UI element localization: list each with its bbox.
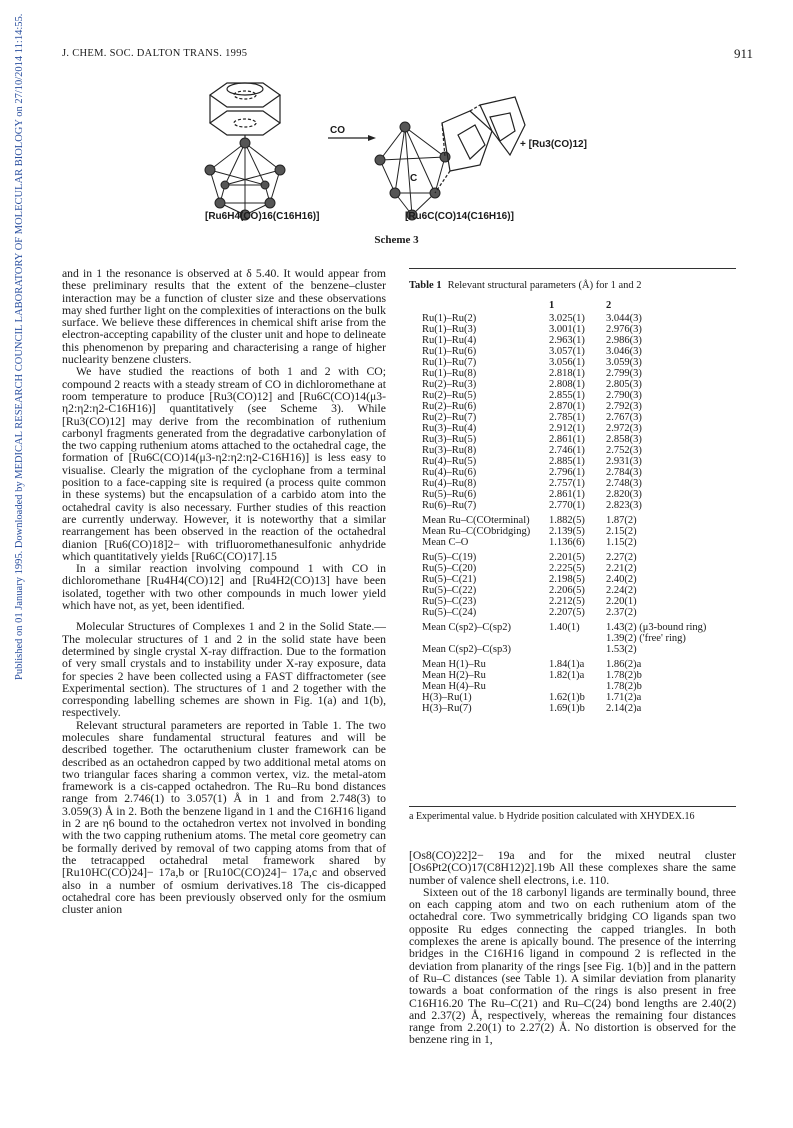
table-cell: 2.912(1) — [549, 423, 585, 434]
table-row — [422, 511, 726, 526]
table-cell: 3.059(3) — [606, 357, 642, 368]
table-cell: 1.62(1)b — [549, 692, 585, 703]
paragraph: We have studied the reactions of both 1 and 2 with CO; compound 2 reacts with a steady stream of CO in dichloromethane at room temperature to produce [Ru3(CO)12] and [Ru6C(CO)14(μ3-η2:η2:η2-C16H16)] quantitatively (see Scheme 3). While [Ru3(CO)12] may derive from the recombination of ruthenium carbonyl fragments generated from the degradative carbonylation of the two capping ruthenium atoms attached to the octahedral cage, the formation of [Ru6C(CO)14(μ3-η2:η2:η2-C16H16)] is less easy to visualise. Clearly the migration of the cyclophane from a terminal position to a face-capping site is required (a process quite common in these systems) but the encapsulation of a carbido atom into the octahedral cavity is also necessary. Further studies of this reaction are currently underway. However, it is noteworthy that a similar rearrangement has been observed in the reaction of the octahedral dianion [Ru6(CO)18]2− with trifluoromethanesulfonic anhydride which quantitatively yields [Ru6C(CO)17].15 — [62, 365, 386, 563]
table-cell: 3.044(3) — [606, 313, 642, 324]
arrow-head — [368, 135, 376, 141]
table-row — [422, 478, 726, 489]
carbide-c-label: C — [410, 173, 418, 184]
right-compound-label: [Ru6C(CO)14(C16H16)] — [405, 211, 514, 222]
table-cell: 2.792(3) — [606, 401, 642, 412]
table-cell: 2.40(2) — [606, 574, 637, 585]
table-cell: 2.20(1) — [606, 596, 637, 607]
table-cell: 2.820(3) — [606, 489, 642, 500]
table-cell — [549, 633, 606, 644]
table-cell: 2.818(1) — [549, 368, 585, 379]
table-cell: 2.799(3) — [606, 368, 642, 379]
table-cell: Mean H(2)–Ru — [422, 670, 486, 681]
table-cell: Ru(3)–Ru(4) — [422, 423, 477, 434]
table-cell: Ru(4)–Ru(6) — [422, 467, 477, 478]
table-cell: 1.69(1)b — [549, 703, 585, 714]
table-cell: Ru(2)–Ru(3) — [422, 379, 477, 390]
table-cell: 1.136(6) — [549, 537, 585, 548]
paragraph: In a similar reaction involving compound 1 with CO in dichloromethane [Ru4H4(CO)12] and [Ru4H2(CO)13] have been isolated, together with two other compounds in much lower yield which have not, as yet, been identified. — [62, 562, 386, 613]
table-row — [422, 324, 726, 335]
table-cell: 2.212(5) — [549, 596, 585, 607]
table-cell: 2.37(2) — [606, 607, 637, 618]
table-cell: 2.885(1) — [549, 456, 585, 467]
table-row — [422, 357, 726, 368]
table-cell: 2.784(3) — [606, 467, 642, 478]
table-cell: 2.855(1) — [549, 390, 585, 401]
table-cell: Ru(5)–Ru(6) — [422, 489, 477, 500]
table-cell: 2.767(3) — [606, 412, 642, 423]
table-row — [422, 401, 726, 412]
table-cell: 2.823(3) — [606, 500, 642, 511]
download-watermark — [2, 13, 25, 680]
table-caption — [409, 280, 736, 291]
arrow-label: CO — [330, 125, 345, 136]
table-cell: 1.40(1) — [549, 622, 580, 633]
table-cell: 2.746(1) — [549, 445, 585, 456]
table-row — [422, 574, 726, 585]
table-header-cell — [422, 300, 549, 313]
table-cell: 1.78(2)b — [606, 681, 642, 692]
table-cell: Ru(2)–Ru(7) — [422, 412, 477, 423]
table-cell: 2.225(5) — [549, 563, 585, 574]
table-cell — [422, 633, 549, 644]
cyclophane-left — [210, 83, 280, 141]
table-cell: Mean C–O — [422, 537, 469, 548]
table-cell: Ru(1)–Ru(4) — [422, 335, 477, 346]
table-cell: Ru(5)–C(20) — [422, 563, 477, 574]
table-row — [422, 346, 726, 357]
table-cell: 2.870(1) — [549, 401, 585, 412]
table-cell: 2.21(2) — [606, 563, 637, 574]
table-footnote: a Experimental value. b Hydride position calculated with XHYDEX.16 — [409, 811, 695, 822]
scheme-caption: Scheme 3 — [374, 234, 419, 246]
table-cell: 2.24(2) — [606, 585, 637, 596]
table-row — [422, 655, 726, 670]
table-cell: 2.963(1) — [549, 335, 585, 346]
table-cell: 1.86(2)a — [606, 659, 642, 670]
table-cell: H(3)–Ru(7) — [422, 703, 472, 714]
table-cell: H(3)–Ru(1) — [422, 692, 472, 703]
structural-parameters-table — [422, 300, 726, 714]
table-cell: Ru(5)–C(22) — [422, 585, 477, 596]
table-row — [422, 335, 726, 346]
table-row — [422, 596, 726, 607]
table-cell: 1.82(1)a — [549, 670, 585, 681]
download-watermark-text: Published on 01 January 1995. Downloaded by MEDICAL RESEARCH COUNCIL LABORATORY OF MOLECULAR BIOLOGY on 27/10/2014 11:14:55. — [14, 13, 25, 680]
table-cell: Mean H(1)–Ru — [422, 659, 486, 670]
table-cell: 2.861(1) — [549, 489, 585, 500]
table-cell: 2.14(2)a — [606, 703, 642, 714]
table-cell: Ru(4)–Ru(8) — [422, 478, 477, 489]
table-cell: 2.861(1) — [549, 434, 585, 445]
table-cell: Ru(1)–Ru(2) — [422, 313, 477, 324]
table-cell: Ru(5)–C(19) — [422, 552, 477, 563]
table-row — [422, 537, 726, 548]
table-header-cell: 2 — [606, 300, 612, 311]
scheme-3-drawing — [180, 75, 610, 250]
table-cell: Ru(5)–C(21) — [422, 574, 477, 585]
right-column — [409, 850, 736, 1047]
table-cell: 3.046(3) — [606, 346, 642, 357]
table-cell: 1.39(2) ('free' ring) — [606, 633, 686, 644]
table-row — [422, 644, 726, 655]
table-cell: Ru(2)–Ru(6) — [422, 401, 477, 412]
table-row — [422, 500, 726, 511]
running-header — [62, 46, 753, 62]
table-row — [422, 489, 726, 500]
table-row — [422, 456, 726, 467]
table-number: Table 1 — [409, 280, 442, 291]
page-number: 911 — [733, 46, 753, 61]
table-cell: 1.84(1)a — [549, 659, 585, 670]
table-cell: 2.752(3) — [606, 445, 642, 456]
table-row — [422, 390, 726, 401]
paragraph: Relevant structural parameters are reported in Table 1. The two molecules share fundamental structural features and will be described together. The octaruthenium cluster framework can be described as an octahedron capped by two additional metal atoms on two triangular faces sharing a common vertex, viz. the metal-atom framework is a cis-capped octahedron. The Ru–Ru bond distances range from 2.746(1) to 3.057(1) Å in 1 and from 2.748(3) to 3.059(3) Å in 2. Both the benzene ligand in 1 and the C16H16 ligand in 2 are η6 bound to the octahedron vertex not involved in bonding with the two capping ruthenium atoms. The metal core geometry can be formally derived by removal of two capping atoms from that of the tetracapped octahedral metal framework shared by [Ru10HC(CO)24]− 17a,b or [Ru10C(CO)24]− 17a,c and observed also in a number of osmium derivatives.18 The cis-dicapped octahedral core has been previously observed only for the osmium cluster anion — [62, 718, 386, 917]
table-cell: 1.78(2)b — [606, 670, 642, 681]
table-cell: 2.206(5) — [549, 585, 585, 596]
table-cell: 3.001(1) — [549, 324, 585, 335]
table-cell: 2.748(3) — [606, 478, 642, 489]
table-cell: 2.858(3) — [606, 434, 642, 445]
table-row — [422, 692, 726, 703]
table-row — [422, 548, 726, 563]
table-row — [422, 526, 726, 537]
ru-cluster-right — [375, 122, 450, 220]
table-row — [422, 467, 726, 478]
table-row — [422, 434, 726, 445]
table-cell: 1.15(2) — [606, 537, 637, 548]
table-cell: 2.972(3) — [606, 423, 642, 434]
table-bottom-rule — [409, 806, 736, 807]
table-cell: 2.790(3) — [606, 390, 642, 401]
paragraph: and in 1 the resonance is observed at δ 5.40. It would appear from these preliminary results that the extent of the benzene–cluster interaction may be a function of cluster size and these observations may shed further light on the complexities of interactions on the bulk surface. We believe these differences in chemical shift arise from the electron-accepting capability of the cluster unit and hope to delineate this phenomenon by preparing and characterising a range of higher nuclearity benzene clusters. — [62, 267, 386, 367]
table-cell: Ru(5)–C(24) — [422, 607, 477, 618]
table-row — [422, 313, 726, 324]
table-cell: 1.43(2) (μ3-bound ring) — [606, 622, 707, 633]
table-row — [422, 618, 726, 633]
table-cell: 2.198(5) — [549, 574, 585, 585]
table-row — [422, 379, 726, 390]
cyclophane-right — [435, 97, 525, 193]
table-cell: 2.785(1) — [549, 412, 585, 423]
table-cell: Ru(1)–Ru(3) — [422, 324, 477, 335]
table-header-cell: 1 — [549, 300, 555, 311]
table-cell: 2.139(5) — [549, 526, 585, 537]
table-cell — [549, 644, 606, 655]
table-cell: Ru(6)–Ru(7) — [422, 500, 477, 511]
table-header-row — [422, 300, 726, 313]
table-cell: 2.207(5) — [549, 607, 585, 618]
table-top-rule — [409, 268, 736, 269]
paragraph: Molecular Structures of Complexes 1 and 2 in the Solid State.—The molecular structures of 1 and 2 in the solid state have been determined by single crystal X-ray diffraction. Due to the formation of very small crystals and to instability under X-ray exposure, data for species 2 have been collected using a FAST diffractometer (see Experimental section). The structures of 1 and 2 together with the corresponding labelling schemes are shown in Fig. 1(a) and 1(b), respectively. — [62, 620, 386, 720]
table-cell: Mean Ru–C(COterminal) — [422, 515, 530, 526]
table-cell: Ru(5)–C(23) — [422, 596, 477, 607]
table-row — [422, 681, 726, 692]
table-cell: 2.808(1) — [549, 379, 585, 390]
table-cell: 2.986(3) — [606, 335, 642, 346]
table-cell: Mean Ru–C(CObridging) — [422, 526, 531, 537]
table-cell: 1.71(2)a — [606, 692, 642, 703]
table-row — [422, 412, 726, 423]
table-cell: Ru(1)–Ru(6) — [422, 346, 477, 357]
table-row — [422, 563, 726, 574]
table-row — [422, 703, 726, 714]
table-cell — [549, 681, 606, 692]
paragraph: Sixteen out of the 18 carbonyl ligands are terminally bound, three on each capping atom and two on each ruthenium atom of the octahedral core. Two symmetrically bridging CO ligands span two opposite Ru edges connecting the capped triangles. In both complexes the arene is apically bound. The presence of the interring bridges in the C16H16 ligand in compound 2 is reflected in the deviation from planarity of the rings [see Fig. 1(b)] and in the pattern of Ru–C distances (see Table 1). A similar deviation from planarity towards a boat conformation of the rings is also present in free C16H16.20 The Ru–C(21) and Ru–C(24) bond lengths are 2.40(2) and 2.37(2) Å, respectively, whereas the remaining four distances range from 2.20(1) to 2.27(2) Å. No distortion is observed for the benzene ring in 1, — [409, 885, 736, 1047]
table-row — [422, 633, 726, 644]
table-cell: 2.805(3) — [606, 379, 642, 390]
table-cell: 2.976(3) — [606, 324, 642, 335]
table-row — [422, 670, 726, 681]
table-cell: 1.882(5) — [549, 515, 585, 526]
table-cell: 2.796(1) — [549, 467, 585, 478]
left-column — [62, 268, 386, 916]
table-row — [422, 445, 726, 456]
left-compound-label: [Ru6H4(CO)16(C16H16)] — [205, 211, 320, 222]
paragraph: [Os8(CO)22]2− 19a and for the mixed neutral cluster [Os6Pt2(CO)17(C8H12)2].19b All these complexes share the same number of valence shell electrons, i.e. 110. — [409, 849, 736, 887]
table-cell: 2.757(1) — [549, 478, 585, 489]
byproduct-label: + [Ru3(CO)12] — [520, 139, 587, 150]
table-cell: 3.057(1) — [549, 346, 585, 357]
table-cell: 3.025(1) — [549, 313, 585, 324]
table-cell: 2.931(3) — [606, 456, 642, 467]
scheme-3-figure — [180, 75, 610, 250]
table-row — [422, 368, 726, 379]
table-cell: Mean H(4)–Ru — [422, 681, 486, 692]
table-cell: Ru(3)–Ru(8) — [422, 445, 477, 456]
table-row — [422, 423, 726, 434]
table-title: Relevant structural parameters (Å) for 1 and 2 — [447, 280, 642, 291]
table-cell: Ru(1)–Ru(7) — [422, 357, 477, 368]
table-cell: Ru(4)–Ru(5) — [422, 456, 477, 467]
ru-cluster-left — [205, 138, 285, 220]
table-cell: 1.53(2) — [606, 644, 637, 655]
journal-title: J. CHEM. SOC. DALTON TRANS. 1995 — [62, 48, 248, 59]
table-cell: 2.27(2) — [606, 552, 637, 563]
table-cell: 2.15(2) — [606, 526, 637, 537]
table-cell: Mean C(sp2)–C(sp2) — [422, 622, 511, 633]
table-cell: 2.770(1) — [549, 500, 585, 511]
table-cell: 1.87(2) — [606, 515, 637, 526]
table-cell: Ru(1)–Ru(8) — [422, 368, 477, 379]
table-cell: Ru(3)–Ru(5) — [422, 434, 477, 445]
table-row — [422, 607, 726, 618]
table-cell: Ru(2)–Ru(5) — [422, 390, 477, 401]
table-cell: 2.201(5) — [549, 552, 585, 563]
table-row — [422, 585, 726, 596]
table-cell: 3.056(1) — [549, 357, 585, 368]
table-cell: Mean C(sp2)–C(sp3) — [422, 644, 511, 655]
